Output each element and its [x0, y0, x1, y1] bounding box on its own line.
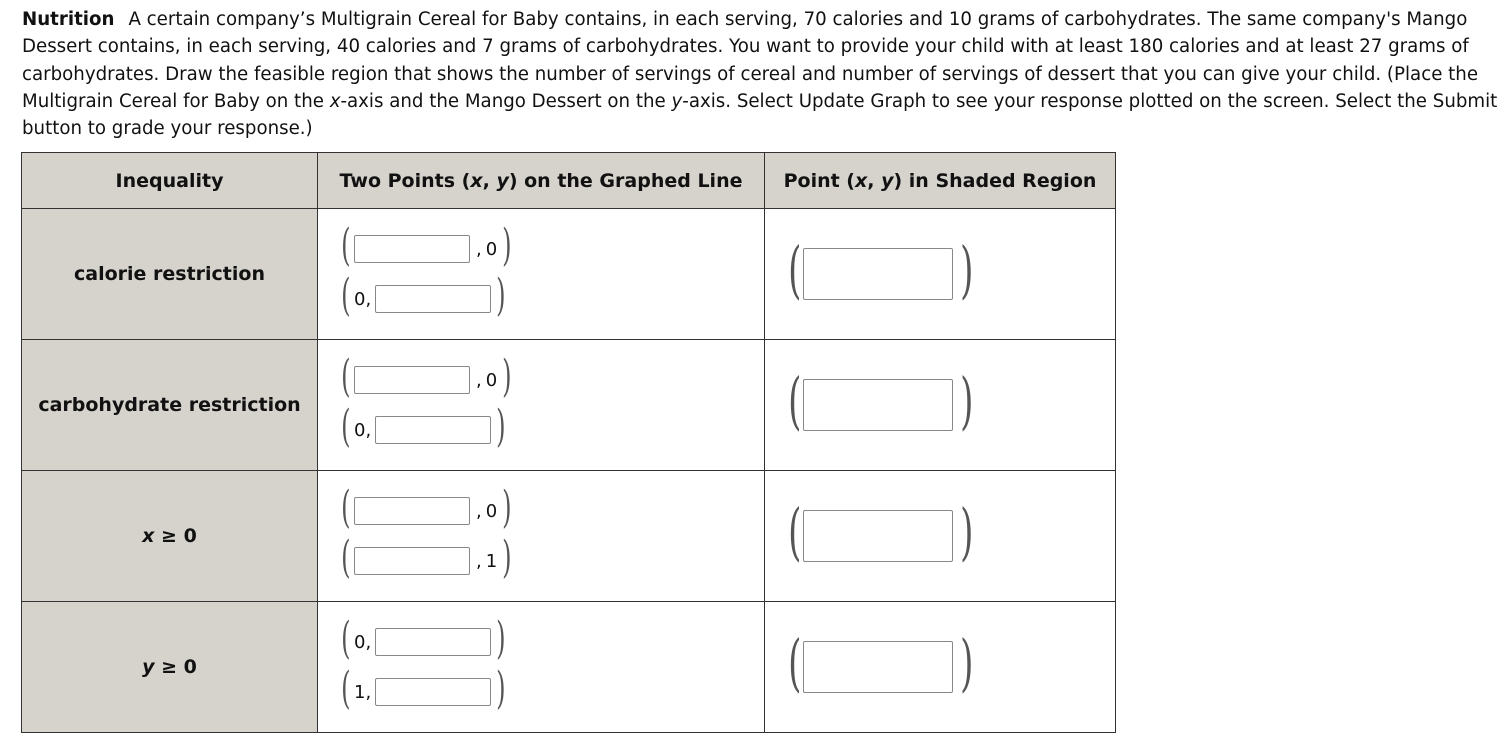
calorie-point2-x-fixed: 0, [354, 288, 372, 310]
row-label-x-nonneg [22, 471, 318, 602]
right-paren: ) [502, 351, 512, 402]
row-label-x-rest: ≥ 0 [154, 525, 197, 547]
shaded-cell-y-nonneg [765, 602, 1116, 733]
problem-x-var: x [329, 90, 341, 112]
left-paren: ( [341, 532, 351, 583]
header-shaded-sep: , [867, 169, 882, 192]
left-paren: ( [341, 663, 351, 714]
right-paren: ) [502, 220, 512, 271]
row-label-y-nonneg [22, 602, 318, 733]
point2-y-nonneg [338, 663, 764, 717]
y-nonneg-point2-y-input[interactable] [375, 678, 491, 706]
y-nonneg-shaded-point-input[interactable] [803, 641, 953, 693]
row-label-calorie: calorie restriction [22, 209, 318, 340]
calorie-point2-y-input[interactable] [375, 285, 491, 313]
right-paren: ) [960, 364, 974, 437]
header-shaded-point [765, 153, 1116, 209]
left-paren: ( [788, 495, 802, 568]
header-two-points-prefix: Two Points ( [339, 169, 471, 192]
row-label-y-var: y [142, 656, 155, 678]
two-points-cell-y-nonneg [318, 602, 765, 733]
comma: , [476, 369, 482, 391]
point1-carbohydrate [338, 351, 764, 405]
left-paren: ( [341, 401, 351, 452]
two-points-cell-x-nonneg [318, 471, 765, 602]
problem-title: Nutrition [22, 9, 115, 30]
two-points-cell-calorie [318, 209, 765, 340]
header-shaded-y: y [881, 169, 894, 192]
inequality-table [21, 152, 1116, 733]
problem-text-1: A certain company’s Multigrain Cereal for Baby contains, in each serving, 70 calories and 10 grams of carbohydrates. The same company's Mango Dessert contains, in each serving, 40 calories and 7 grams of carbohydrates. You want to provide your child with at least 180 calories and at least 27 grams of carbohydrates. Draw the feasible region that shows the number of servings of cereal and number of servings of dessert that you can give your child. (Place the Multigrain Cereal for Baby on the [22, 9, 1479, 112]
point2-carbohydrate [338, 401, 764, 455]
shaded-cell-calorie [765, 209, 1116, 340]
carbohydrate-point1-x-input[interactable] [354, 366, 470, 394]
x-nonneg-point1-y-fixed: 0 [485, 500, 498, 522]
comma: , [476, 550, 482, 572]
header-inequality: Inequality [22, 153, 318, 209]
y-nonneg-point1-y-input[interactable] [375, 628, 491, 656]
row-label-x-var: x [142, 525, 155, 547]
left-paren: ( [788, 233, 802, 306]
comma: , [476, 238, 482, 260]
row-calorie [22, 209, 1116, 340]
left-paren: ( [788, 364, 802, 437]
problem-text-3: -axis. Select Update Graph to see your response plotted on the screen. Select the Submit button to grade your response.) [22, 90, 1498, 140]
point2-calorie [338, 270, 764, 324]
problem-y-var: y [671, 90, 683, 112]
point1-x-nonneg [338, 482, 764, 536]
y-nonneg-point1-x-fixed: 0, [354, 631, 372, 653]
header-shaded-x: x [855, 169, 868, 192]
left-paren: ( [788, 626, 802, 699]
carbohydrate-shaded-point-input[interactable] [803, 379, 953, 431]
point2-x-nonneg [338, 532, 764, 586]
row-x-nonneg [22, 471, 1116, 602]
right-paren: ) [960, 495, 974, 568]
right-paren: ) [960, 626, 974, 699]
table-header-row [22, 153, 1116, 209]
carbohydrate-point2-y-input[interactable] [375, 416, 491, 444]
calorie-shaded-point-input[interactable] [803, 248, 953, 300]
row-label-y-rest: ≥ 0 [154, 656, 197, 678]
problem-text-2: -axis and the Mango Dessert on the [340, 90, 672, 112]
shaded-cell-x-nonneg [765, 471, 1116, 602]
right-paren: ) [496, 663, 506, 714]
header-two-points-sep: , [482, 169, 497, 192]
header-two-points-suffix: ) on the Graphed Line [508, 169, 743, 192]
left-paren: ( [341, 351, 351, 402]
problem-statement [22, 6, 1500, 142]
shaded-cell-carbohydrate [765, 340, 1116, 471]
left-paren: ( [341, 220, 351, 271]
x-nonneg-point1-x-input[interactable] [354, 497, 470, 525]
header-two-points [318, 153, 765, 209]
right-paren: ) [960, 233, 974, 306]
right-paren: ) [502, 532, 512, 583]
calorie-point1-y-fixed: 0 [485, 238, 498, 260]
x-nonneg-point2-x-input[interactable] [354, 547, 470, 575]
row-carbohydrate [22, 340, 1116, 471]
point1-y-nonneg [338, 613, 764, 667]
two-points-cell-carbohydrate [318, 340, 765, 471]
comma: , [476, 500, 482, 522]
header-two-points-y: y [496, 169, 509, 192]
right-paren: ) [496, 401, 506, 452]
carbohydrate-point1-y-fixed: 0 [485, 369, 498, 391]
header-two-points-x: x [470, 169, 483, 192]
point1-calorie [338, 220, 764, 274]
header-shaded-suffix: ) in Shaded Region [893, 169, 1097, 192]
right-paren: ) [496, 270, 506, 321]
header-shaded-prefix: Point ( [783, 169, 855, 192]
right-paren: ) [496, 613, 506, 664]
left-paren: ( [341, 482, 351, 533]
y-nonneg-point2-x-fixed: 1, [354, 681, 372, 703]
x-nonneg-point2-y-fixed: 1 [485, 550, 498, 572]
row-y-nonneg [22, 602, 1116, 733]
carbohydrate-point2-x-fixed: 0, [354, 419, 372, 441]
x-nonneg-shaded-point-input[interactable] [803, 510, 953, 562]
calorie-point1-x-input[interactable] [354, 235, 470, 263]
left-paren: ( [341, 270, 351, 321]
row-label-carbohydrate: carbohydrate restriction [22, 340, 318, 471]
left-paren: ( [341, 613, 351, 664]
right-paren: ) [502, 482, 512, 533]
